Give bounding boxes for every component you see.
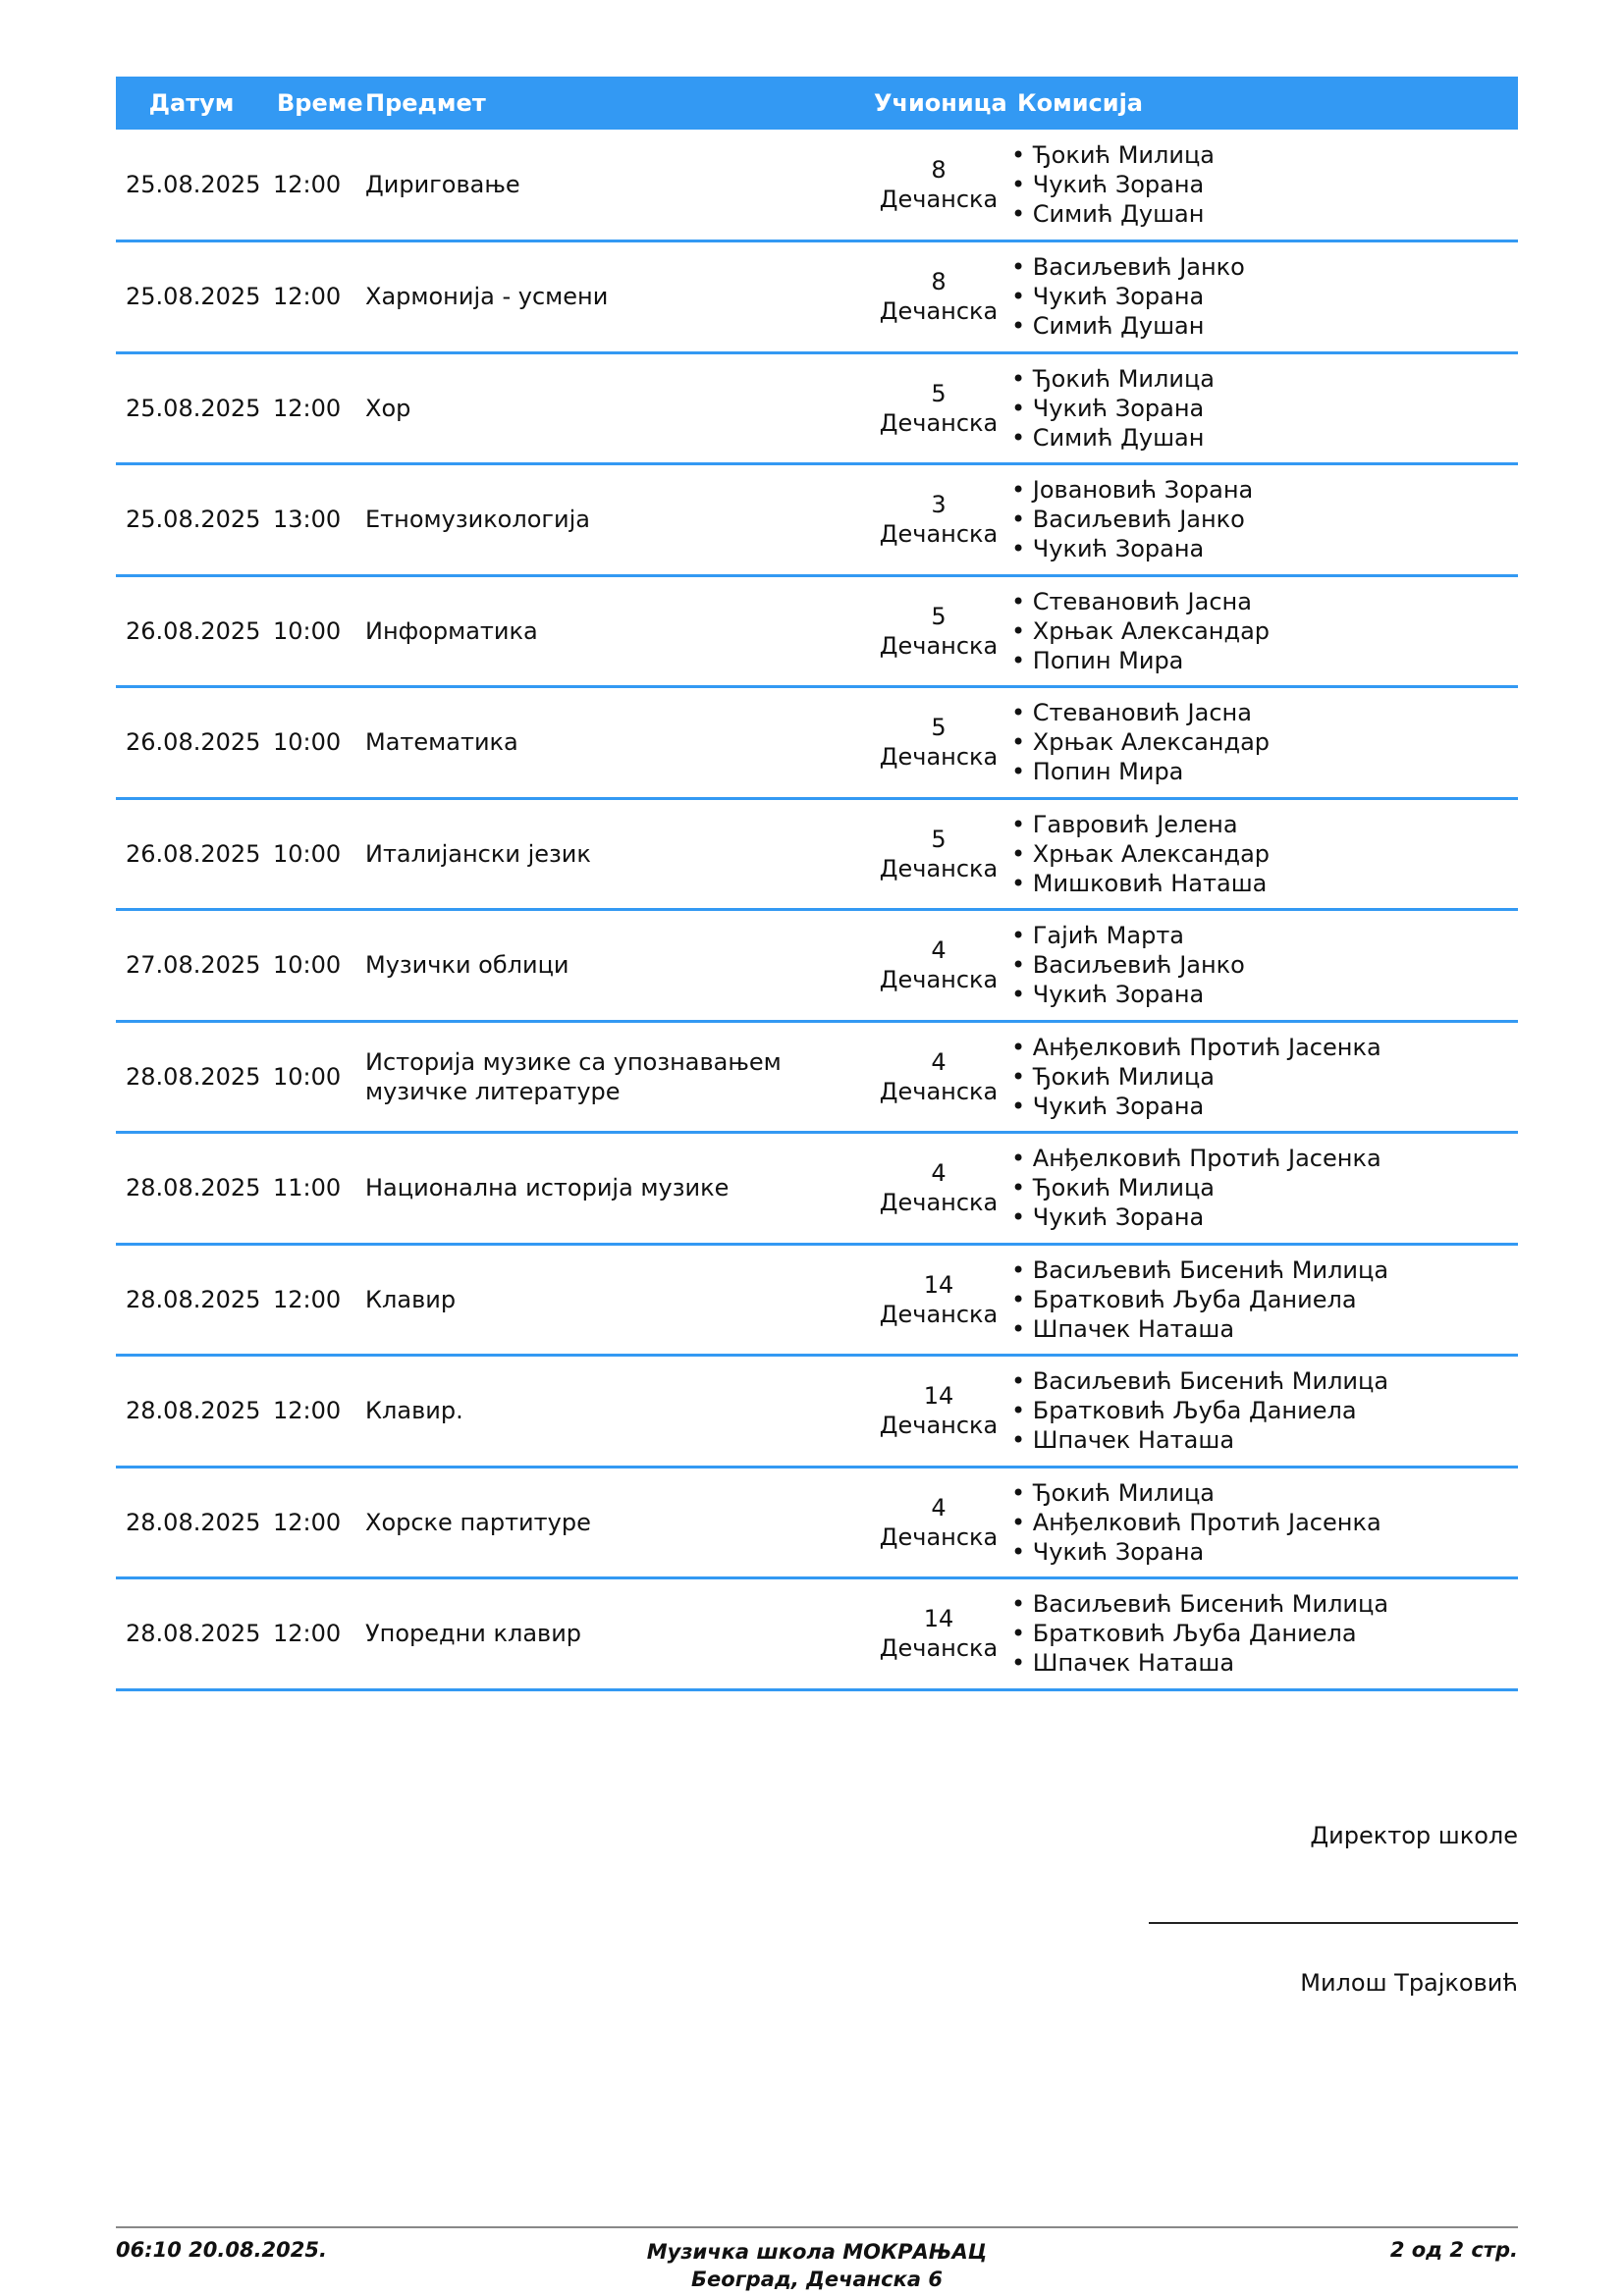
cell-time: 10:00 bbox=[267, 575, 355, 687]
committee-member: • Ђокић Милица bbox=[1011, 140, 1508, 170]
cell-room bbox=[870, 687, 1007, 799]
cell-date: 26.08.2025 bbox=[116, 798, 267, 910]
header-date: Датум bbox=[116, 77, 267, 130]
committee-member: • Чукић Зорана bbox=[1011, 1092, 1508, 1121]
committee-member: • Анђелковић Протић Јасенка bbox=[1011, 1144, 1508, 1173]
cell-committee bbox=[1007, 1133, 1518, 1245]
cell-date: 28.08.2025 bbox=[116, 1021, 267, 1133]
cell-date: 26.08.2025 bbox=[116, 575, 267, 687]
cell-date: 25.08.2025 bbox=[116, 130, 267, 241]
cell-time: 12:00 bbox=[267, 1244, 355, 1356]
committee-member: • Чукић Зорана bbox=[1011, 170, 1508, 199]
cell-time: 10:00 bbox=[267, 798, 355, 910]
table-row bbox=[116, 1021, 1518, 1133]
table-row bbox=[116, 687, 1518, 799]
room-number: 14 bbox=[923, 1270, 954, 1299]
cell-committee bbox=[1007, 798, 1518, 910]
committee-member: • Шпачек Наташа bbox=[1011, 1314, 1508, 1344]
cell-time: 12:00 bbox=[267, 1356, 355, 1468]
committee-member: • Стевановић Јасна bbox=[1011, 587, 1508, 616]
committee-member: • Чукић Зорана bbox=[1011, 1202, 1508, 1232]
committee-member: • Ђокић Милица bbox=[1011, 1173, 1508, 1202]
committee-member: • Симић Душан bbox=[1011, 199, 1508, 229]
cell-date: 25.08.2025 bbox=[116, 464, 267, 576]
table-row bbox=[116, 1356, 1518, 1468]
committee-member: • Стевановић Јасна bbox=[1011, 698, 1508, 727]
cell-room bbox=[870, 1467, 1007, 1578]
committee-member: • Попин Мира bbox=[1011, 646, 1508, 675]
footer-school-name: Музичка школа МОКРАЊАЦ bbox=[646, 2240, 988, 2264]
table-row bbox=[116, 1578, 1518, 1690]
table-header-row bbox=[116, 77, 1518, 130]
cell-committee bbox=[1007, 910, 1518, 1022]
committee-member: • Хрњак Александар bbox=[1011, 727, 1508, 757]
signature-line bbox=[1149, 1893, 1518, 1924]
room-building: Дечанска bbox=[879, 1077, 999, 1105]
cell-subject: Италијански језик bbox=[355, 798, 870, 910]
committee-member: • Братковић Љуба Даниела bbox=[1011, 1619, 1508, 1648]
committee-member: • Јовановић Зорана bbox=[1011, 475, 1508, 505]
committee-member: • Васиљевић Јанко bbox=[1011, 252, 1508, 282]
room-building: Дечанска bbox=[879, 297, 999, 326]
committee-member: • Шпачек Наташа bbox=[1011, 1648, 1508, 1678]
cell-room bbox=[870, 241, 1007, 353]
committee-member: • Гавровић Јелена bbox=[1011, 810, 1508, 839]
cell-subject: Национална историја музике bbox=[355, 1133, 870, 1245]
table-row bbox=[116, 1244, 1518, 1356]
room-building: Дечанска bbox=[879, 520, 999, 549]
header-subject: Предмет bbox=[355, 77, 870, 130]
committee-member: • Ђокић Милица bbox=[1011, 1478, 1508, 1508]
cell-subject: Математика bbox=[355, 687, 870, 799]
cell-time: 12:00 bbox=[267, 241, 355, 353]
exam-schedule-table bbox=[116, 77, 1518, 1691]
committee-member: • Чукић Зорана bbox=[1011, 534, 1508, 563]
room-number: 4 bbox=[931, 1493, 947, 1522]
room-number: 14 bbox=[923, 1382, 954, 1411]
cell-date: 25.08.2025 bbox=[116, 352, 267, 464]
committee-member: • Чукић Зорана bbox=[1011, 1537, 1508, 1567]
cell-committee bbox=[1007, 464, 1518, 576]
room-building: Дечанска bbox=[879, 854, 999, 882]
cell-time: 13:00 bbox=[267, 464, 355, 576]
table-row bbox=[116, 241, 1518, 353]
cell-room bbox=[870, 1578, 1007, 1690]
cell-committee bbox=[1007, 575, 1518, 687]
room-building: Дечанска bbox=[879, 1634, 999, 1663]
room-number: 4 bbox=[931, 1159, 947, 1188]
cell-subject: Упоредни клавир bbox=[355, 1578, 870, 1690]
room-building: Дечанска bbox=[879, 1412, 999, 1440]
page bbox=[116, 77, 1518, 1691]
cell-room bbox=[870, 130, 1007, 241]
table-row bbox=[116, 464, 1518, 576]
cell-subject: Клавир bbox=[355, 1244, 870, 1356]
table-row bbox=[116, 1133, 1518, 1245]
committee-member: • Хрњак Александар bbox=[1011, 839, 1508, 869]
cell-date: 27.08.2025 bbox=[116, 910, 267, 1022]
cell-time: 12:00 bbox=[267, 352, 355, 464]
room-number: 8 bbox=[931, 156, 947, 184]
committee-member: • Ђокић Милица bbox=[1011, 1062, 1508, 1092]
committee-member: • Васиљевић Бисенић Милица bbox=[1011, 1255, 1508, 1285]
room-building: Дечанска bbox=[879, 1522, 999, 1551]
cell-subject: Музички облици bbox=[355, 910, 870, 1022]
header-room: Учионица bbox=[870, 77, 1007, 130]
cell-time: 12:00 bbox=[267, 1467, 355, 1578]
committee-member: • Анђелковић Протић Јасенка bbox=[1011, 1508, 1508, 1537]
committee-member: • Симић Душан bbox=[1011, 311, 1508, 341]
committee-member: • Шпачек Наташа bbox=[1011, 1425, 1508, 1455]
cell-room bbox=[870, 464, 1007, 576]
committee-member: • Братковић Љуба Даниела bbox=[1011, 1285, 1508, 1314]
cell-subject: Хармонија - усмени bbox=[355, 241, 870, 353]
committee-member: • Ђокић Милица bbox=[1011, 364, 1508, 394]
cell-room bbox=[870, 910, 1007, 1022]
committee-member: • Чукић Зорана bbox=[1011, 394, 1508, 423]
cell-committee bbox=[1007, 352, 1518, 464]
committee-member: • Симић Душан bbox=[1011, 423, 1508, 453]
signature-title: Директор школе bbox=[1310, 1822, 1518, 1849]
cell-time: 11:00 bbox=[267, 1133, 355, 1245]
cell-room bbox=[870, 352, 1007, 464]
cell-room bbox=[870, 1133, 1007, 1245]
room-building: Дечанска bbox=[879, 408, 999, 437]
cell-committee bbox=[1007, 1021, 1518, 1133]
room-number: 4 bbox=[931, 936, 947, 965]
room-building: Дечанска bbox=[879, 1189, 999, 1217]
cell-committee bbox=[1007, 1467, 1518, 1578]
cell-subject: Историја музике са упознавањем музичке литературе bbox=[355, 1021, 870, 1133]
cell-room bbox=[870, 575, 1007, 687]
footer-page-info: 2 од 2 стр. bbox=[1389, 2238, 1518, 2262]
committee-member: • Попин Мира bbox=[1011, 757, 1508, 786]
cell-date: 28.08.2025 bbox=[116, 1467, 267, 1578]
committee-member: • Васиљевић Бисенић Милица bbox=[1011, 1589, 1508, 1619]
cell-date: 28.08.2025 bbox=[116, 1244, 267, 1356]
table-row bbox=[116, 130, 1518, 241]
room-number: 5 bbox=[931, 714, 947, 742]
cell-committee bbox=[1007, 241, 1518, 353]
room-number: 14 bbox=[923, 1605, 954, 1633]
cell-date: 25.08.2025 bbox=[116, 241, 267, 353]
cell-committee bbox=[1007, 687, 1518, 799]
cell-date: 26.08.2025 bbox=[116, 687, 267, 799]
room-building: Дечанска bbox=[879, 966, 999, 994]
committee-member: • Чукић Зорана bbox=[1011, 980, 1508, 1009]
cell-date: 28.08.2025 bbox=[116, 1133, 267, 1245]
room-building: Дечанска bbox=[879, 1300, 999, 1328]
footer-address: Београд, Дечанска 6 bbox=[691, 2268, 943, 2291]
cell-committee bbox=[1007, 1578, 1518, 1690]
committee-member: • Хрњак Александар bbox=[1011, 616, 1508, 646]
cell-time: 10:00 bbox=[267, 1021, 355, 1133]
cell-time: 10:00 bbox=[267, 910, 355, 1022]
cell-subject: Хорске партитуре bbox=[355, 1467, 870, 1578]
committee-member: • Васиљевић Јанко bbox=[1011, 505, 1508, 534]
room-number: 5 bbox=[931, 379, 947, 407]
cell-committee bbox=[1007, 1244, 1518, 1356]
cell-room bbox=[870, 1244, 1007, 1356]
table-row bbox=[116, 798, 1518, 910]
room-number: 3 bbox=[931, 491, 947, 519]
cell-subject: Информатика bbox=[355, 575, 870, 687]
signature-name: Милош Трајковић bbox=[1300, 1969, 1518, 1997]
cell-committee bbox=[1007, 1356, 1518, 1468]
footer-school bbox=[116, 2238, 1518, 2293]
cell-room bbox=[870, 798, 1007, 910]
header-committee: Комисија bbox=[1007, 77, 1518, 130]
committee-member: • Васиљевић Јанко bbox=[1011, 950, 1508, 980]
room-number: 5 bbox=[931, 602, 947, 630]
committee-member: • Васиљевић Бисенић Милица bbox=[1011, 1366, 1508, 1396]
cell-committee bbox=[1007, 130, 1518, 241]
table-row bbox=[116, 575, 1518, 687]
room-number: 4 bbox=[931, 1047, 947, 1076]
committee-member: • Чукић Зорана bbox=[1011, 282, 1508, 311]
room-building: Дечанска bbox=[879, 631, 999, 660]
cell-time: 12:00 bbox=[267, 1578, 355, 1690]
cell-subject: Дириговање bbox=[355, 130, 870, 241]
room-building: Дечанска bbox=[879, 186, 999, 213]
cell-date: 28.08.2025 bbox=[116, 1578, 267, 1690]
footer-timestamp: 06:10 20.08.2025. bbox=[116, 2238, 327, 2262]
table-row bbox=[116, 352, 1518, 464]
committee-member: • Мишковић Наташа bbox=[1011, 869, 1508, 898]
room-number: 5 bbox=[931, 825, 947, 853]
table-row bbox=[116, 910, 1518, 1022]
cell-time: 10:00 bbox=[267, 687, 355, 799]
room-building: Дечанска bbox=[879, 743, 999, 772]
committee-member: • Гајић Марта bbox=[1011, 921, 1508, 950]
cell-date: 28.08.2025 bbox=[116, 1356, 267, 1468]
committee-member: • Братковић Љуба Даниела bbox=[1011, 1396, 1508, 1425]
cell-subject: Клавир. bbox=[355, 1356, 870, 1468]
header-time: Време bbox=[267, 77, 355, 130]
committee-member: • Анђелковић Протић Јасенка bbox=[1011, 1033, 1508, 1062]
table-row bbox=[116, 1467, 1518, 1578]
cell-time: 12:00 bbox=[267, 130, 355, 241]
page-footer bbox=[116, 2226, 1518, 2291]
room-number: 8 bbox=[931, 268, 947, 296]
cell-subject: Етномузикологија bbox=[355, 464, 870, 576]
cell-subject: Хор bbox=[355, 352, 870, 464]
cell-room bbox=[870, 1356, 1007, 1468]
cell-room bbox=[870, 1021, 1007, 1133]
